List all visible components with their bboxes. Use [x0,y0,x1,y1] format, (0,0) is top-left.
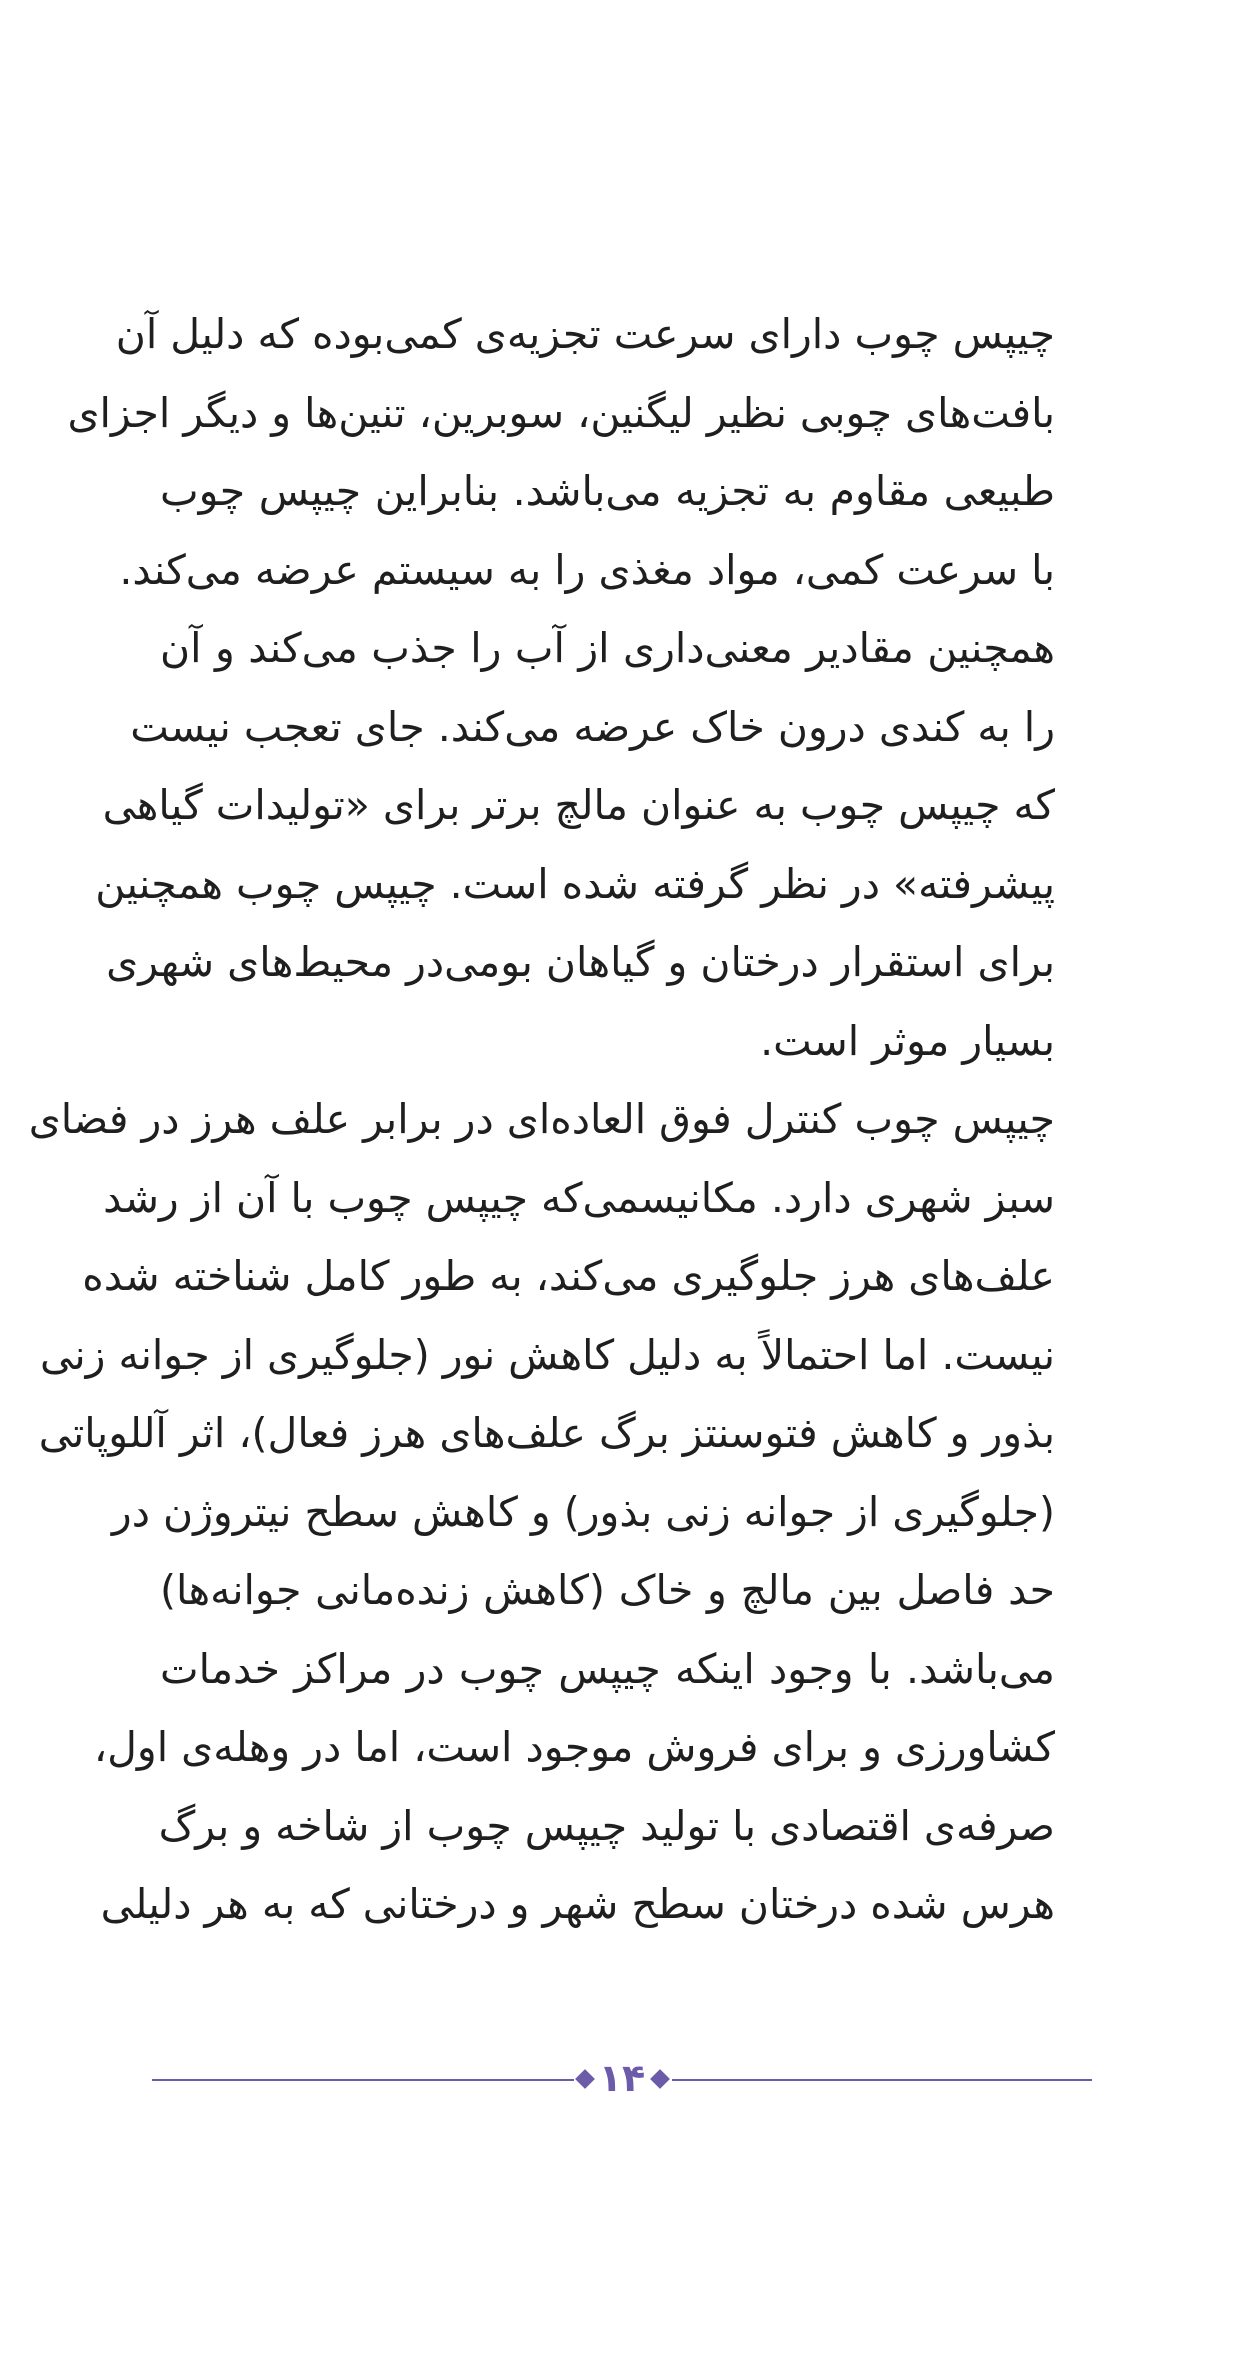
text-line: بسیار موثر است. [760,1016,1055,1065]
footer-rule-right [672,2079,1092,2081]
text-line: حد فاصل بین مالچ و خاک (کاهش زنده‌مانی جوانه‌ها) [160,1566,1055,1614]
text-line: می‌باشد. با وجود اینکه چیپس چوب در مراکز خدمات [160,1644,1055,1693]
footer-rule-left [152,2079,574,2081]
text-line: چیپس چوب کنترل فوق العاده‌ای در برابر علف هرز در فضای [28,1095,1055,1143]
text-line: با سرعت کمی، مواد مغذی را به سیستم عرضه می‌کند. [119,545,1055,594]
text-line: سبز شهری دارد. مکانیسمی‌که چیپس چوب با آن از رشد [103,1173,1055,1222]
text-line: هرس شده درختان سطح شهر و درختانی که به هر دلیلی [100,1880,1055,1928]
paragraph-1 [67,295,1055,1080]
diamond-ornament-icon [650,2069,670,2089]
page-number: ۱۴ [598,2056,646,2100]
text-line: نیست. اما احتمالاً به دلیل کاهش نور (جلوگیری از جوانه زنی [40,1330,1055,1379]
text-line: بافت‌های چوبی نظیر لیگنین، سوبرین، تنین‌ها و دیگر اجزای [67,388,1055,437]
text-line: علف‌های هرز جلوگیری می‌کند، به طور کامل شناخته شده [82,1252,1055,1300]
text-line: طبیعی مقاوم به تجزیه می‌باشد. بنابراین چیپس چوب [160,467,1055,515]
text-line: همچنین مقادیر معنی‌داری از آب را جذب می‌کند و آن [160,624,1055,672]
text-line: چیپس چوب دارای سرعت تجزیه‌ی کمی‌بوده که دلیل آن [115,310,1055,358]
text-line: پیشرفته» در نظر گرفته شده است. چیپس چوب همچنین [95,859,1055,908]
text-line: که چیپس چوب به عنوان مالچ برتر برای «تولیدات گیاهی [102,781,1055,829]
text-line: (جلوگیری از جوانه زنی بذور) و کاهش سطح نیتروژن در [111,1487,1055,1536]
page-footer [152,2050,1092,2110]
diamond-ornament-icon [575,2069,595,2089]
text-line: صرفه‌ی اقتصادی با تولید چیپس چوب از شاخه و برگ [158,1801,1055,1850]
text-line: را به کندی درون خاک عرضه می‌کند. جای تعجب نیست [130,702,1055,751]
text-line: کشاورزی و برای فروش موجود است، اما در وهله‌ی اول، [93,1723,1055,1771]
paragraph-2 [28,1080,1055,1944]
text-line: برای استقرار درختان و گیاهان بومی‌در محیط‌های شهری [106,938,1055,986]
text-line: بذور و کاهش فتوسنتز برگ علف‌های هرز فعال)، اثر آللوپاتی [38,1409,1055,1457]
